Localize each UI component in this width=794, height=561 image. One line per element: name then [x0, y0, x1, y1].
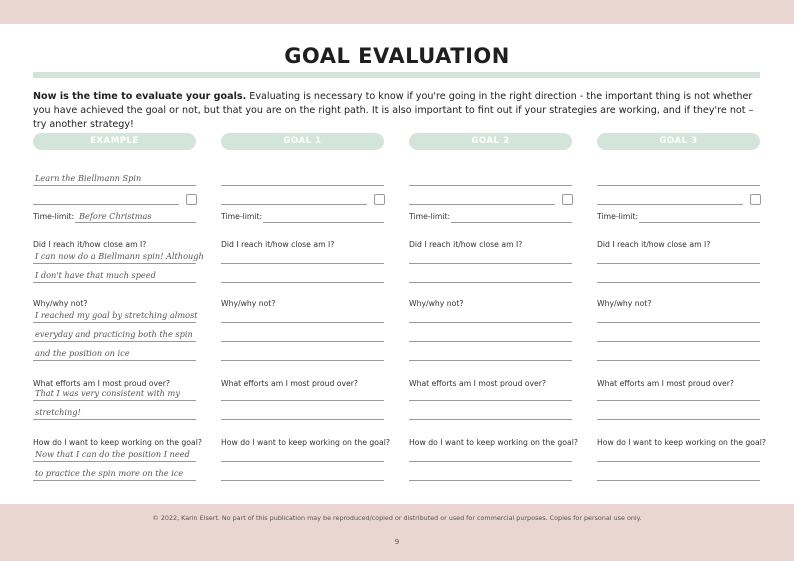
intro-bold: Now is the time to evaluate your goals.: [33, 91, 247, 102]
column-header: GOAL 1: [221, 133, 384, 150]
answer-line[interactable]: [221, 341, 384, 342]
answer-line[interactable]: [409, 400, 572, 401]
answer-text: That I was very consistent with my: [35, 388, 180, 398]
question-label-why: Why/why not?: [597, 299, 652, 308]
question-label-keep: How do I want to keep working on the goal?: [409, 438, 578, 447]
answer-line[interactable]: [597, 282, 760, 283]
question-label-keep: How do I want to keep working on the goal?: [597, 438, 766, 447]
answer-line[interactable]: [33, 322, 196, 323]
time-limit-value: Before Christmas: [79, 211, 152, 221]
answer-text: stretching!: [35, 407, 81, 417]
time-limit-line[interactable]: [75, 222, 196, 223]
answer-text: and the position on ice: [35, 348, 130, 358]
answer-line[interactable]: [33, 461, 196, 462]
answer-line[interactable]: [221, 419, 384, 420]
goal-column: [221, 133, 390, 493]
copyright-footer: © 2022, Karin Elsert. No part of this publication may be reproduced/copied or distributed or used for commercial purposes. Copies for personal use only.: [152, 514, 642, 522]
goal-column: [33, 133, 204, 493]
question-label-why: Why/why not?: [221, 299, 276, 308]
question-label-proud: What efforts am I most proud over?: [33, 379, 170, 388]
question-label-reach: Did I reach it/how close am I?: [597, 240, 711, 249]
answer-text: to practice the spin more on the ice: [35, 468, 184, 478]
answer-line[interactable]: [221, 322, 384, 323]
goal-line[interactable]: [33, 204, 179, 205]
goal-checkbox[interactable]: [186, 194, 197, 205]
time-limit-label: Time-limit:: [33, 212, 75, 221]
question-label-proud: What efforts am I most proud over?: [597, 379, 734, 388]
answer-line[interactable]: [597, 322, 760, 323]
answer-line[interactable]: [221, 461, 384, 462]
goal-line[interactable]: [409, 204, 555, 205]
answer-line[interactable]: [33, 360, 196, 361]
question-label-why: Why/why not?: [33, 299, 88, 308]
answer-line[interactable]: [409, 282, 572, 283]
answer-line[interactable]: [221, 360, 384, 361]
goal-line[interactable]: [409, 185, 572, 186]
answer-text: Now that I can do the position I need: [35, 449, 190, 459]
answer-text: everyday and practicing both the spin: [35, 329, 193, 339]
intro-paragraph: [33, 90, 760, 132]
answer-line[interactable]: [33, 341, 196, 342]
goal-line[interactable]: [33, 185, 196, 186]
question-label-proud: What efforts am I most proud over?: [409, 379, 546, 388]
question-label-keep: How do I want to keep working on the goal?: [33, 438, 202, 447]
answer-line[interactable]: [221, 480, 384, 481]
answer-line[interactable]: [409, 419, 572, 420]
answer-line[interactable]: [409, 263, 572, 264]
goal-line[interactable]: [597, 204, 743, 205]
answer-text: I don't have that much speed: [35, 270, 156, 280]
goal-line[interactable]: [221, 185, 384, 186]
time-limit-line[interactable]: [263, 222, 384, 223]
answer-line[interactable]: [597, 400, 760, 401]
answer-text: I can now do a Biellmann spin! Although: [35, 251, 204, 261]
question-label-reach: Did I reach it/how close am I?: [409, 240, 523, 249]
question-label-proud: What efforts am I most proud over?: [221, 379, 358, 388]
answer-line[interactable]: [597, 341, 760, 342]
answer-line[interactable]: [221, 400, 384, 401]
intro-text: Evaluating is necessary to know if you're going in the right direction - the important thing is not whether you have achieved the goal or not, but that you are on the right path. It is also important to fint out if your strategies are working, and if they're not – try another strategy!: [33, 91, 754, 130]
goal-column: [409, 133, 578, 493]
answer-line[interactable]: [597, 263, 760, 264]
time-limit-label: Time-limit:: [597, 212, 639, 221]
answer-line[interactable]: [409, 322, 572, 323]
answer-line[interactable]: [597, 480, 760, 481]
goal-column: [597, 133, 766, 493]
answer-line[interactable]: [33, 480, 196, 481]
answer-text: I reached my goal by stretching almost: [35, 310, 198, 320]
answer-line[interactable]: [221, 282, 384, 283]
time-limit-label: Time-limit:: [409, 212, 451, 221]
time-limit-line[interactable]: [639, 222, 760, 223]
answer-line[interactable]: [409, 480, 572, 481]
goal-checkbox[interactable]: [562, 194, 573, 205]
answer-line[interactable]: [597, 419, 760, 420]
goal-checkbox[interactable]: [750, 194, 761, 205]
answer-line[interactable]: [33, 419, 196, 420]
answer-line[interactable]: [33, 400, 196, 401]
question-label-why: Why/why not?: [409, 299, 464, 308]
column-header: EXAMPLE: [33, 133, 196, 150]
column-header: GOAL 3: [597, 133, 760, 150]
page-title: GOAL EVALUATION: [284, 44, 510, 68]
answer-line[interactable]: [409, 341, 572, 342]
answer-line[interactable]: [409, 461, 572, 462]
time-limit-line[interactable]: [451, 222, 572, 223]
goal-text: Learn the Biellmann Spin: [35, 173, 142, 183]
answer-line[interactable]: [409, 360, 572, 361]
answer-line[interactable]: [597, 461, 760, 462]
answer-line[interactable]: [33, 282, 196, 283]
page-number: 9: [394, 538, 400, 546]
question-label-reach: Did I reach it/how close am I?: [33, 240, 147, 249]
goal-checkbox[interactable]: [374, 194, 385, 205]
column-header: GOAL 2: [409, 133, 572, 150]
goal-line[interactable]: [597, 185, 760, 186]
title-rule: [33, 72, 760, 78]
time-limit-label: Time-limit:: [221, 212, 263, 221]
top-band: [0, 0, 794, 24]
question-label-keep: How do I want to keep working on the goal?: [221, 438, 390, 447]
answer-line[interactable]: [33, 263, 196, 264]
goal-line[interactable]: [221, 204, 367, 205]
answer-line[interactable]: [221, 263, 384, 264]
question-label-reach: Did I reach it/how close am I?: [221, 240, 335, 249]
answer-line[interactable]: [597, 360, 760, 361]
bottom-band: [0, 504, 794, 561]
